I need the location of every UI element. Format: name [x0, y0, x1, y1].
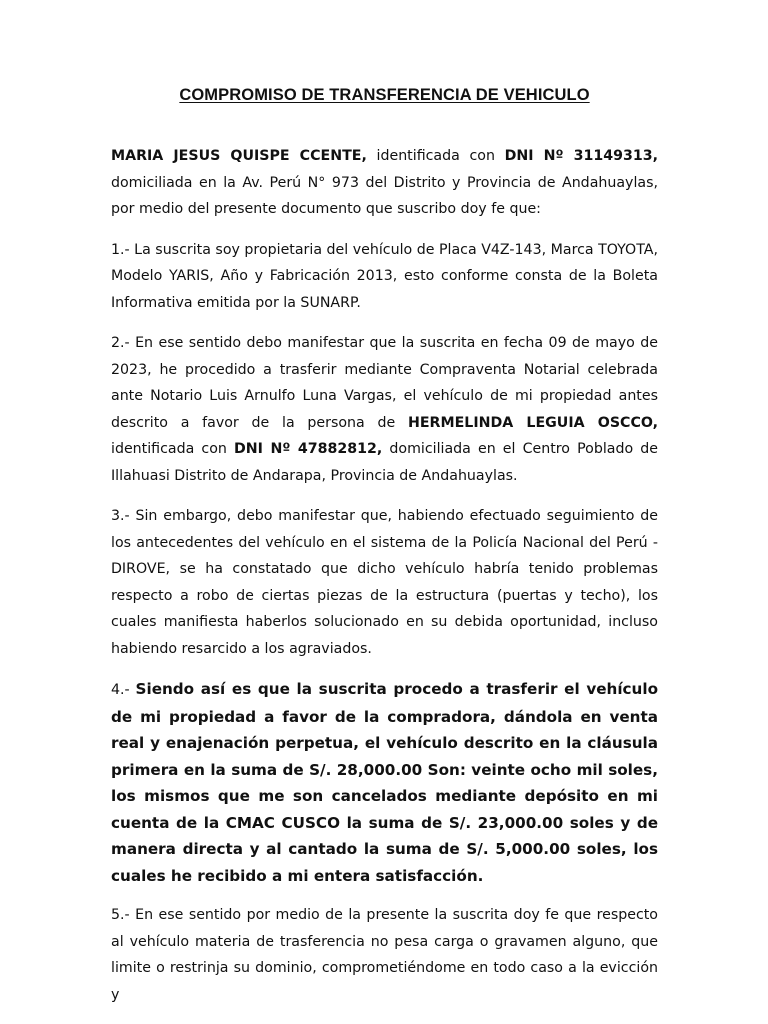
intro-text-2: domiciliada en la Av. Perú N° 973 del Distrito y Provincia de Andahuaylas, por medio del presente documento que suscribo doy fe que:: [111, 174, 658, 217]
owner-dni: DNI Nº 31149313,: [504, 148, 659, 164]
clause-2-text-1: 2.- En ese sentido debo manifestar que la suscrita en fecha 09 de mayo de 2023, he procedido a trasferir mediante Compraventa Notarial celebrada ante Notario Luis Arnulfo Luna Vargas, el vehículo de mi propiedad antes descrito a favor de la persona de: [111, 335, 658, 431]
clause-2-text-3: domiciliada en el Centro Poblado de Illahuasi Distrito de Andarapa, Provincia de Andahuaylas.: [111, 441, 659, 484]
clause-4: [111, 676, 658, 889]
document-title: COMPROMISO DE TRANSFERENCIA DE VEHICULO: [179, 86, 590, 104]
document-page: [111, 86, 658, 1022]
clause-5: 5.- En ese sentido por medio de la presente la suscrita doy fe que respecto al vehículo materia de trasferencia no pesa carga o gravamen alguno, que limite o restrinja su dominio, comprometiéndome en todo caso a la evicción y: [111, 907, 658, 1003]
intro-paragraph: [111, 143, 658, 223]
intro-text-1: identificada con: [366, 148, 505, 164]
clause-4-text: Siendo así es que la suscrita procedo a trasferir el vehículo de mi propiedad a favor de la compradora, dándola en venta real y enajenación perpetua, el vehículo descrito en la cláusula primera en la suma de S/. 28,000.00 Son: veinte ocho mil soles, los mismos que me son cancelados mediante depósito en mi cuenta de la CMAC CUSCO la suma de S/. 23,000.00 soles y de manera directa y al cantado la suma de S/. 5,000.00 soles, los cuales he recibido a mi entera satisfacción.: [111, 680, 658, 885]
buyer-dni: DNI Nº 47882812,: [234, 441, 383, 457]
clause-3: 3.- Sin embargo, debo manifestar que, habiendo efectuado seguimiento de los antecedentes del vehículo en el sistema de la Policía Nacional del Perú - DIROVE, se ha constatado que dicho vehículo habría tenido problemas respecto a robo de ciertas piezas de la estructura (puertas y techo), los cuales manifiesta haberlos solucionado en su debida oportunidad, incluso habiendo resarcido a los agraviados.: [111, 508, 658, 657]
owner-name: MARIA JESUS QUISPE CCENTE,: [111, 148, 367, 164]
clause-2: [111, 330, 658, 489]
clause-1: 1.- La suscrita soy propietaria del vehículo de Placa V4Z-143, Marca TOYOTA, Modelo YARIS, Año y Fabricación 2013, esto conforme consta de la Boleta Informativa emitida por la SUNARP.: [111, 241, 658, 311]
clause-4-number: 4.-: [111, 682, 136, 698]
clause-2-text-2: identificada con: [111, 441, 235, 457]
buyer-name: HERMELINDA LEGUIA OSCCO,: [407, 414, 659, 431]
